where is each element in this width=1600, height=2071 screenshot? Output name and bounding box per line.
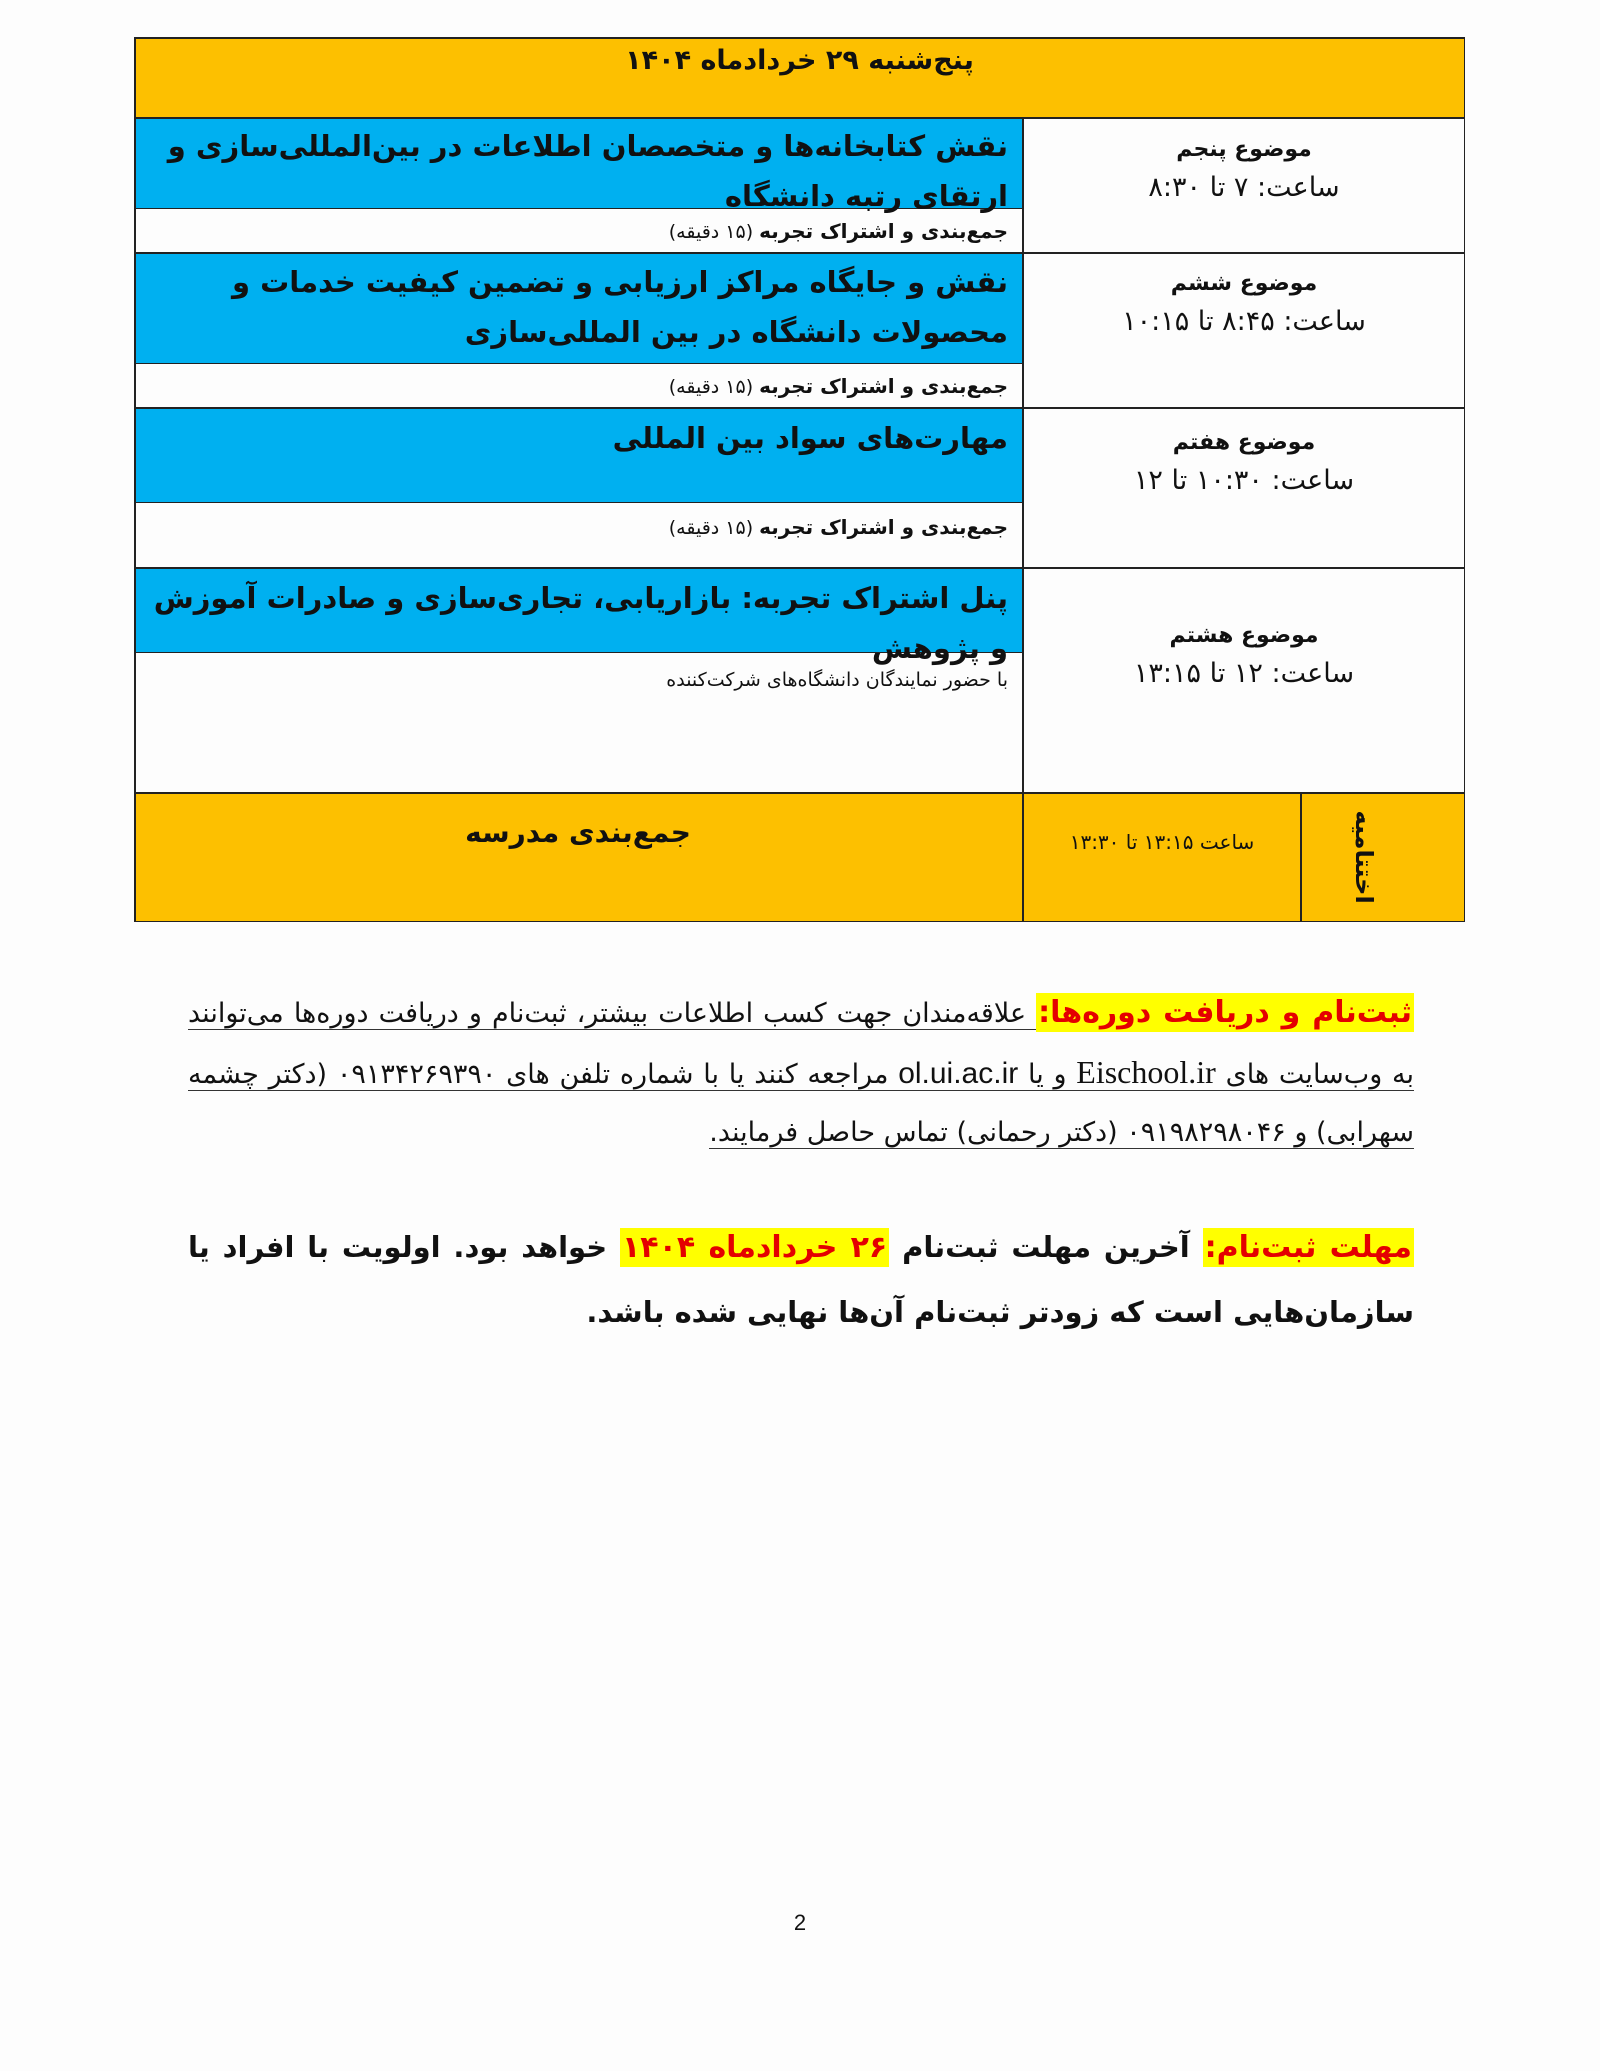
session-6-label: موضوع ششم [1170,271,1318,296]
session-5-title: نقش کتابخانه‌ها و متخصصان اطلاعات در بین‌المللی‌سازی و ارتقای رتبه دانشگاه [167,129,1008,213]
registration-text-3: مراجعه کنند یا با شماره تلفن های ۰۹۱۳۴۲۶۹۳۹۰ (دکتر چشمه سهرابی) و ۰۹۱۹۸۲۹۸۰۴۶ (دکتر رحمانی) تماس حاصل فرمایند. [188,1059,1414,1148]
table-header-date: پنج‌شنبه ۲۹ خردادماه ۱۴۰۴ [625,45,974,76]
session-5-note [134,219,1022,243]
session-7-summary [134,515,1022,539]
registration-text-2: و یا [1018,1059,1077,1090]
session-6-note-bold: جمع‌بندی و اشتراک تجربه [759,374,1008,398]
session-6-time: ساعت: ۸:۴۵ تا ۱۰:۱۵ [1122,306,1366,337]
deadline-heading: مهلت ثبت‌نام: [1204,1230,1412,1265]
registration-text-1: علاقه‌مندان جهت کسب اطلاعات بیشتر، ثبت‌نام و دریافت دوره‌ها می‌توانند به وب‌سایت های [188,998,1414,1090]
schedule-table [134,37,1465,922]
session-5-note-rest: (۱۵ دقیقه) [668,221,760,243]
session-7-time: ساعت: ۱۰:۳۰ تا ۱۲ [1133,465,1355,496]
session-7-title: مهارت‌های سواد بین المللی [612,421,1008,455]
session-8-label: موضوع هشتم [1169,623,1319,648]
site-eischool-link[interactable]: Eischool.ir [1076,1054,1216,1090]
deadline-text-2: خواهد بود. اولویت با افراد یا سازمان‌هایی است که زودتر ثبت‌نام آن‌ها نهایی شده باشد. [188,1230,1414,1329]
session-7-note-bold: جمع‌بندی و اشتراک تجربه [759,515,1008,539]
session-5-label: موضوع پنجم [1176,137,1312,162]
session-5-note-bold: جمع‌بندی و اشتراک تجربه [759,219,1008,243]
session-6-title: نقش و جایگاه مراکز ارزیابی و تضمین کیفیت خدمات و محصولات دانشگاه در بین المللی‌سازی [231,265,1008,349]
registration-paragraph [188,984,1414,1162]
page-number: 2 [793,1910,807,1935]
session-7-label: موضوع هفتم [1172,430,1316,455]
site-ol-ui-link[interactable]: ol.ui.ac.ir [898,1057,1019,1090]
session-6-note [134,374,1022,398]
session-8-note: با حضور نمایندگان دانشگاه‌های شرکت‌کننده [666,669,1008,691]
session-6-note-rest: (۱۵ دقیقه) [668,376,760,398]
session-7-note-rest: (۱۵ دقیقه) [668,517,760,539]
closing-title: جمع‌بندی مدرسه [465,816,691,849]
deadline-paragraph [188,1215,1414,1344]
registration-heading: ثبت‌نام و دریافت دوره‌ها: [1038,995,1412,1030]
closing-row [134,792,1465,922]
session-5-time: ساعت: ۷ تا ۸:۳۰ [1148,172,1340,203]
session-7-label-cell [1024,430,1464,496]
session-8-label-cell [1024,623,1464,689]
session-8-time: ساعت: ۱۲ تا ۱۳:۱۵ [1133,658,1355,689]
session-8-title: پنل اشتراک تجربه: بازاریابی، تجاری‌سازی و صادرات آموزش و پژوهش [153,581,1008,665]
closing-time: ساعت ۱۳:۱۵ تا ۱۳:۳۰ [1069,830,1255,854]
deadline-text-1: آخرین مهلت ثبت‌نام [889,1230,1203,1264]
session-6-label-cell [1024,271,1464,337]
deadline-date: ۲۶ خردادماه ۱۴۰۴ [622,1230,888,1265]
session-5-label-cell [1024,137,1464,203]
